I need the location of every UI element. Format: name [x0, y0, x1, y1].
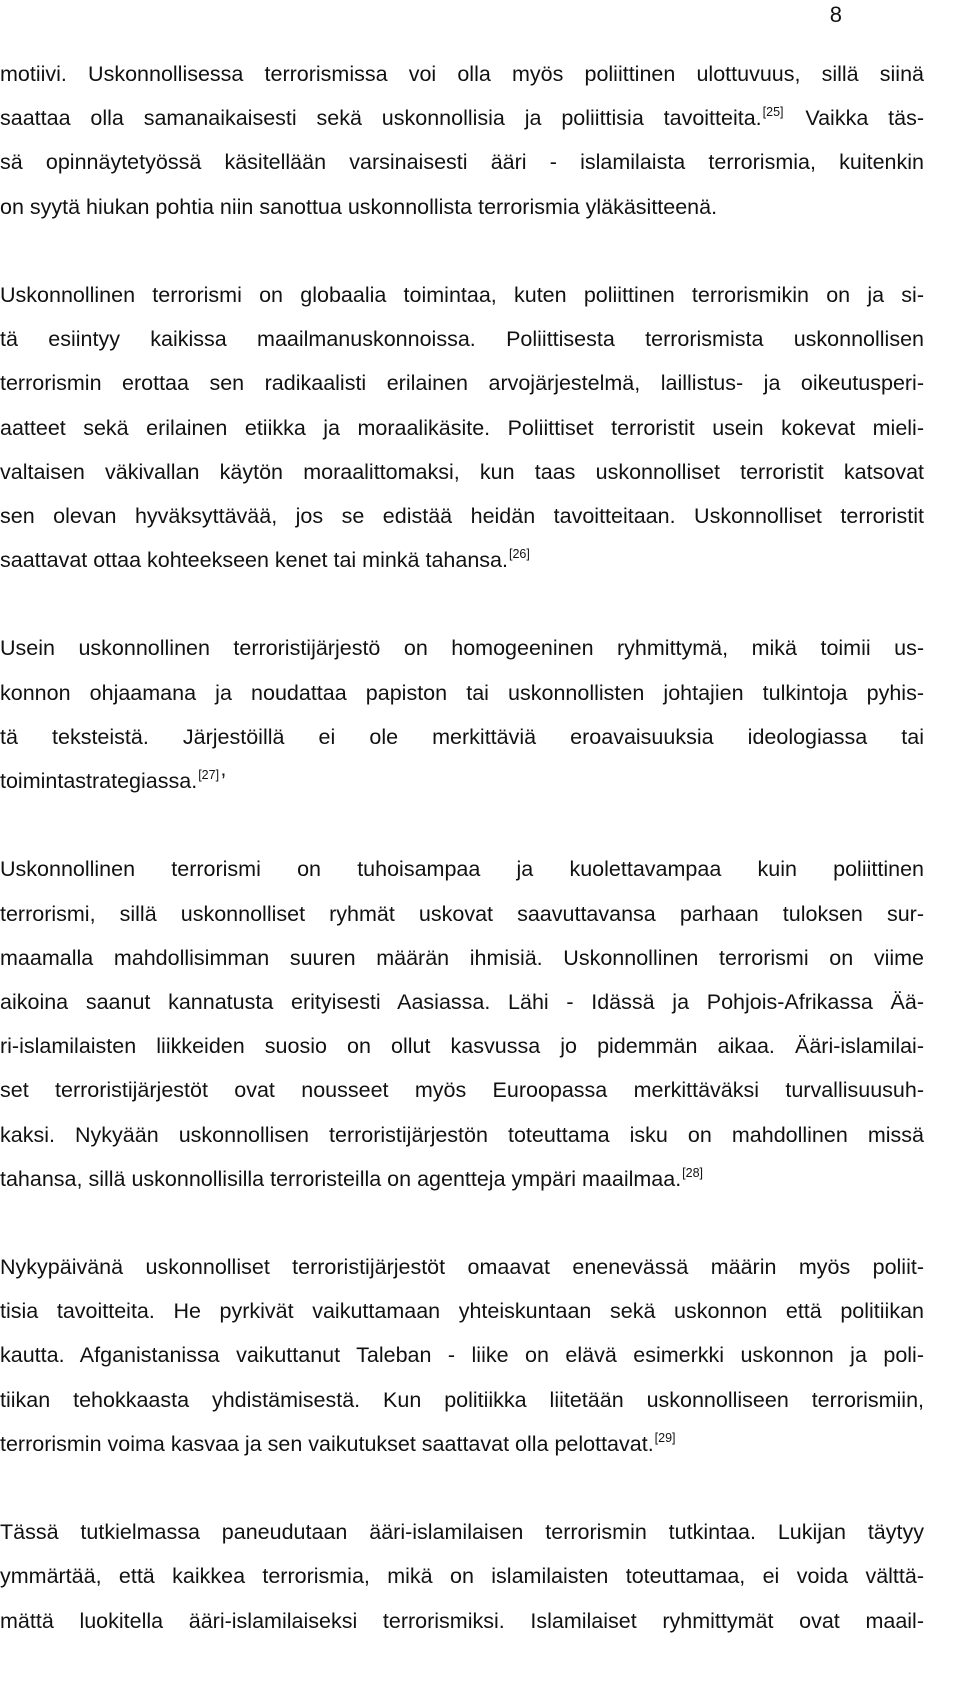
line-text: terrorismi, sillä uskonnolliset ryhmät uskovat saavuttavansa parhaan tuloksen sur- — [0, 901, 924, 926]
text-line — [0, 494, 924, 538]
text-line — [0, 185, 924, 229]
citation-reference: [25] — [762, 105, 784, 120]
text-line — [0, 671, 924, 715]
line-text: toimintastrategiassa. — [0, 769, 198, 793]
paragraph — [0, 273, 924, 582]
line-text: mättä luokitella ääri-islamilaiseksi terrorismiksi. Islamilaiset ryhmittymät ovat maail- — [0, 1608, 924, 1633]
line-text: sen olevan hyväksyttävää, jos se edistää heidän tavoitteitaan. Uskonnolliset terroristit — [0, 503, 924, 528]
line-text-continued: ’ — [221, 769, 226, 793]
line-text: Uskonnollinen terrorismi on tuhoisampaa ja kuolettavampaa kuin poliittinen — [0, 857, 924, 882]
line-text: tahansa, sillä uskonnollisilla terroristeilla on agentteja ympäri maailmaa. — [0, 1166, 682, 1191]
document-body — [0, 52, 924, 1687]
line-text-continued: Vaikka täs- — [785, 106, 924, 131]
line-text: terrorismin voima kasvaa ja sen vaikutukset saattavat olla pelottavat. — [0, 1431, 654, 1456]
line-text: on syytä hiukan pohtia niin sanottua uskonnollista terrorismia yläkäsitteenä. — [0, 194, 718, 219]
line-text: saattavat ottaa kohteekseen kenet tai minkä tahansa. — [0, 548, 508, 573]
line-text: aatteet sekä erilainen etiikka ja moraalikäsite. Poliittiset terroristit usein kokevat mieli- — [0, 415, 924, 440]
text-line — [0, 1024, 924, 1068]
text-line — [0, 1422, 924, 1466]
citation-reference: [28] — [682, 1165, 704, 1180]
paragraph — [0, 847, 924, 1201]
line-text: valtaisen väkivallan käytön moraalittomaksi, kun taas uskonnolliset terroristit katsovat — [0, 459, 924, 484]
text-line — [0, 1245, 924, 1289]
paragraph — [0, 626, 924, 803]
paragraph — [0, 1245, 924, 1466]
citation-reference: [26] — [508, 547, 530, 562]
text-line — [0, 1068, 924, 1112]
line-text: ri-islamilaisten liikkeiden suosio on ollut kasvussa jo pidemmän aikaa. Ääri-islamilai- — [0, 1034, 924, 1059]
paragraph — [0, 52, 924, 229]
text-line — [0, 759, 924, 803]
line-text: maamalla mahdollisimman suuren määrän ihmisiä. Uskonnollinen terrorismi on viime — [0, 945, 924, 970]
text-line — [0, 892, 924, 936]
line-text: set terroristijärjestöt ovat nousseet myös Euroopassa merkittäväksi turvallisuusuh- — [0, 1078, 924, 1103]
text-line — [0, 1378, 924, 1422]
text-line — [0, 847, 924, 891]
text-line — [0, 273, 924, 317]
line-text: Tässä tutkielmassa paneudutaan ääri-islamilaisen terrorismin tutkintaa. Lukijan täytyy — [0, 1520, 924, 1545]
text-line — [0, 1113, 924, 1157]
line-text: tiikan tehokkaasta yhdistämisestä. Kun politiikka liitetään uskonnolliseen terrorismiin, — [0, 1387, 924, 1412]
line-text: Nykypäivänä uskonnolliset terroristijärjestöt omaavat enenevässä määrin myös poliit- — [0, 1255, 924, 1280]
line-text: kaksi. Nykyään uskonnollisen terroristijärjestön toteuttama isku on mahdollinen missä — [0, 1122, 924, 1147]
text-line — [0, 626, 924, 670]
line-text: aikoina saanut kannatusta erityisesti Aasiassa. Lähi - Idässä ja Pohjois-Afrikassa Ää- — [0, 989, 924, 1014]
text-line — [0, 1599, 924, 1643]
text-line — [0, 1554, 924, 1598]
line-text: saattaa olla samanaikaisesti sekä uskonnollisia ja poliittisia tavoitteita. — [0, 106, 762, 131]
text-line — [0, 538, 924, 582]
line-text: motiivi. Uskonnollisessa terrorismissa voi olla myös poliittinen ulottuvuus, sillä siinä — [0, 62, 924, 86]
text-line — [0, 1289, 924, 1333]
line-text: ymmärtää, että kaikkea terrorismia, mikä on islamilaisten toteuttamaa, ei voida välttä- — [0, 1564, 924, 1589]
citation-reference: [27] — [198, 768, 220, 782]
text-line — [0, 1157, 924, 1201]
text-line — [0, 936, 924, 980]
page-number: 8 — [829, 2, 842, 27]
citation-reference: [29] — [654, 1430, 676, 1445]
line-text: Usein uskonnollinen terroristijärjestö on homogeeninen ryhmittymä, mikä toimii us- — [0, 636, 924, 661]
text-line — [0, 715, 924, 759]
text-line — [0, 317, 924, 361]
line-text: Uskonnollinen terrorismi on globaalia toimintaa, kuten poliittinen terrorismikin on ja si- — [0, 282, 924, 307]
text-line — [0, 361, 924, 405]
text-line — [0, 406, 924, 450]
text-line — [0, 96, 924, 140]
line-text: konnon ohjaamana ja noudattaa papiston tai uskonnollisten johtajien tulkintoja pyhis- — [0, 680, 924, 705]
paragraph — [0, 1510, 924, 1643]
text-line — [0, 1510, 924, 1554]
line-text: tä teksteistä. Järjestöillä ei ole merkittäviä eroavaisuuksia ideologiassa tai — [0, 724, 924, 749]
text-line — [0, 1333, 924, 1377]
text-line — [0, 450, 924, 494]
line-text: tisia tavoitteita. He pyrkivät vaikuttamaan yhteiskuntaan sekä uskonnon että politiikan — [0, 1299, 924, 1324]
text-line — [0, 140, 924, 184]
line-text: kautta. Afganistanissa vaikuttanut Taleban - liike on elävä esimerkki uskonnon ja poli- — [0, 1343, 924, 1368]
text-line — [0, 980, 924, 1024]
line-text: tä esiintyy kaikissa maailmanuskonnoissa. Poliittisesta terrorismista uskonnollisen — [0, 327, 924, 352]
line-text: terrorismin erottaa sen radikaalisti erilainen arvojärjestelmä, laillistus- ja oikeutusperi- — [0, 371, 924, 396]
line-text: sä opinnäytetyössä käsitellään varsinaisesti ääri - islamilaista terrorismia, kuitenkin — [0, 150, 924, 175]
text-line — [0, 52, 924, 96]
